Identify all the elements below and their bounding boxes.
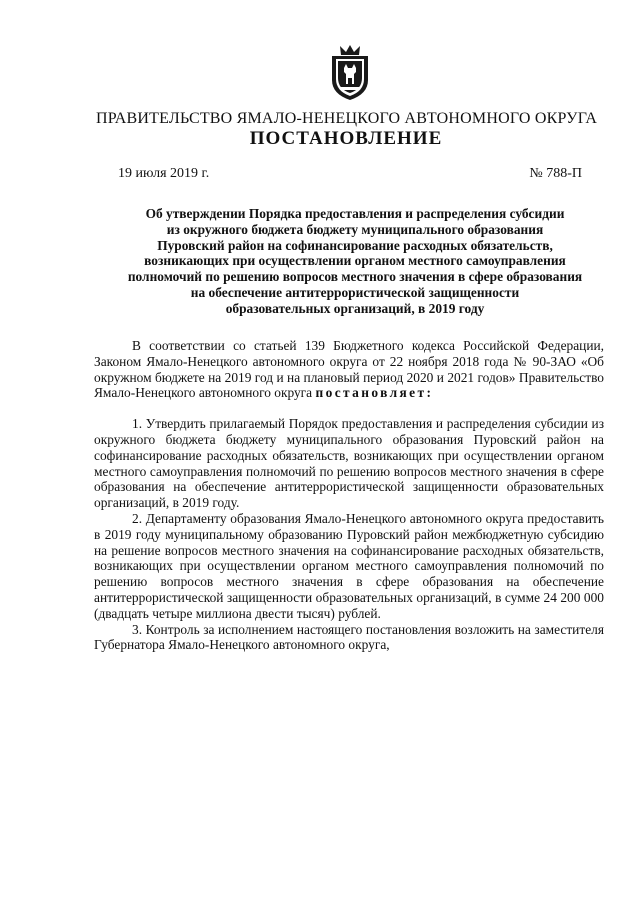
government-name: ПРАВИТЕЛЬСТВО ЯМАЛО-НЕНЕЦКОГО АВТОНОМНОГО ОКРУГА: [96, 110, 598, 127]
title-line: на обеспечение антитеррористической защищенности: [190, 284, 520, 300]
title-line: из окружного бюджета бюджету муниципального образования: [166, 221, 544, 237]
document-title: [110, 206, 600, 317]
document-number: № 788-П: [529, 166, 582, 181]
document-type: ПОСТАНОВЛЕНИЕ: [249, 128, 443, 149]
preamble-paragraph: [94, 338, 604, 401]
list-item: 3. Контроль за исполнением настоящего постановления возложить на заместителя Губернатора Ямало-Ненецкого автономного округа,: [94, 621, 604, 653]
title-line: образовательных организаций, в 2019 году: [225, 300, 485, 316]
preamble-text: В соответствии со статьей 139 Бюджетного кодекса Российской Федерации, Законом Ямало-Ненецкого автономного округа от 22 ноября 2018 года № 90-ЗАО «Об окружном бюджете на 2019 год и на плановый период 2020 и 2021 годов» Правительство Ямало-Ненецкого автономного округа: [94, 338, 604, 401]
document-date: 19 июля 2019 г.: [118, 166, 210, 181]
document-body: [94, 338, 604, 653]
title-line: возникающих при осуществлении органом местного самоуправления: [144, 253, 566, 269]
list-item: 2. Департаменту образования Ямало-Ненецкого автономного округа предоставить в 2019 году муниципальному образованию Пуровский район межбюджетную субсидию на решение вопросов местного значения на софинансирование расходных обязательств, возникающих при осуществлении органом местного самоуправления полномочий по решению вопросов местного значения в сфере образования на обеспечение антитеррористической защищенности образовательных организаций, в сумме 24 200 000 (двадцать четыре миллиона двести тысяч) рублей.: [94, 510, 604, 621]
title-line: полномочий по решению вопросов местного значения в сфере образования: [127, 269, 583, 285]
list-item: 1. Утвердить прилагаемый Порядок предоставления и распределения субсидии из окружного бюджета бюджету муниципального образования Пуровский район на софинансирование расходных обязательств, возникающих при осуществлении органом местного самоуправления полномочий по решению вопросов местного значения в сфере образования на обеспечение антитеррористической защищенности образовательных организаций, в 2019 году.: [94, 416, 604, 511]
title-line: Об утверждении Порядка предоставления и распределения субсидии: [145, 206, 565, 221]
title-line: Пуровский район на софинансирование расходных обязательств,: [157, 237, 553, 253]
decree-word: постановляет:: [315, 385, 434, 401]
coat-of-arms-icon: [326, 42, 374, 102]
